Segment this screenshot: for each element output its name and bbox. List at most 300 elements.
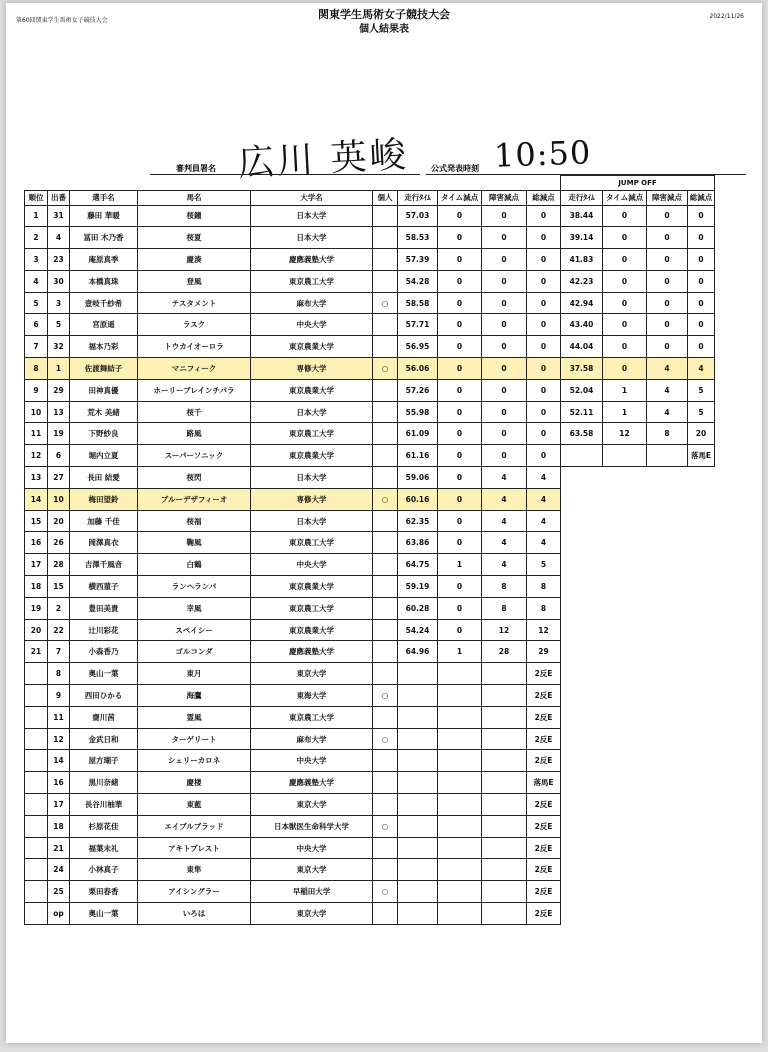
table-cell: 0 (647, 205, 688, 227)
table-cell (603, 772, 647, 794)
table-cell: 奥山一葉 (70, 663, 138, 685)
table-cell: 58.53 (398, 227, 438, 249)
table-cell: 2反E (527, 685, 561, 707)
table-cell: 2反E (527, 859, 561, 881)
table-cell: 0 (647, 249, 688, 271)
table-cell: 14 (25, 488, 48, 510)
table-cell: 0 (527, 379, 561, 401)
judge-signature: 広川 英峻 (237, 134, 410, 185)
table-cell: 0 (438, 510, 482, 532)
table-cell: 4 (482, 488, 527, 510)
table-cell: 荒木 美緒 (70, 401, 138, 423)
table-cell: 10 (25, 401, 48, 423)
column-header: 障害減点 (482, 190, 527, 205)
table-row (25, 663, 715, 685)
table-cell (398, 837, 438, 859)
table-cell: 57.26 (398, 379, 438, 401)
table-cell (688, 859, 715, 881)
table-cell (373, 423, 398, 445)
table-cell (603, 445, 647, 467)
table-cell (688, 576, 715, 598)
table-cell: 0 (527, 227, 561, 249)
table-cell: 42.23 (561, 270, 603, 292)
results-table (24, 175, 715, 925)
table-row (25, 619, 715, 641)
table-cell: 東京大学 (251, 794, 373, 816)
table-cell (561, 815, 603, 837)
table-cell (398, 706, 438, 728)
table-cell: 8 (527, 597, 561, 619)
table-cell (438, 859, 482, 881)
table-cell: 56.06 (398, 358, 438, 380)
table-cell (561, 881, 603, 903)
table-row (25, 576, 715, 598)
table-row (25, 772, 715, 794)
table-cell: 0 (647, 314, 688, 336)
table-cell (25, 903, 48, 925)
table-cell: 59.06 (398, 467, 438, 489)
table-cell (398, 728, 438, 750)
table-cell: 2反E (527, 663, 561, 685)
table-cell (438, 837, 482, 859)
table-cell: 2 (48, 597, 70, 619)
table-cell: 4 (482, 467, 527, 489)
table-cell: 佐渡舞結子 (70, 358, 138, 380)
table-cell: 0 (438, 423, 482, 445)
table-cell (373, 576, 398, 598)
table-cell: 5 (688, 379, 715, 401)
table-cell (603, 641, 647, 663)
table-cell: 0 (438, 597, 482, 619)
table-cell: 1 (25, 205, 48, 227)
table-cell: 18 (25, 576, 48, 598)
table-cell: 57.03 (398, 205, 438, 227)
table-cell: 21 (48, 837, 70, 859)
table-cell: 0 (438, 249, 482, 271)
table-cell: 東京農業大学 (251, 336, 373, 358)
table-row (25, 706, 715, 728)
table-cell: 0 (527, 445, 561, 467)
table-cell: 落馬E (527, 772, 561, 794)
table-cell: 8 (48, 663, 70, 685)
table-cell: 0 (438, 314, 482, 336)
table-cell (25, 837, 48, 859)
table-cell (373, 772, 398, 794)
table-cell: 39.14 (561, 227, 603, 249)
table-cell: 奥山一葉 (70, 903, 138, 925)
table-cell: 0 (438, 358, 482, 380)
table-cell: 日本大学 (251, 401, 373, 423)
table-cell: 29 (48, 379, 70, 401)
table-row (25, 859, 715, 881)
table-cell: 58.58 (398, 292, 438, 314)
table-cell (603, 859, 647, 881)
table-cell (373, 619, 398, 641)
table-cell: 0 (482, 292, 527, 314)
table-cell (647, 903, 688, 925)
table-cell: 7 (25, 336, 48, 358)
table-cell (398, 815, 438, 837)
table-cell: 12 (482, 619, 527, 641)
table-cell: 白鶴 (138, 554, 251, 576)
table-cell (688, 903, 715, 925)
table-cell: 東京農工大学 (251, 270, 373, 292)
table-row (25, 532, 715, 554)
table-row (25, 249, 715, 271)
table-cell: 0 (527, 358, 561, 380)
table-cell: 0 (438, 576, 482, 598)
table-cell: 4 (527, 488, 561, 510)
column-header: タイム減点 (603, 190, 647, 205)
table-cell: 0 (482, 270, 527, 292)
table-cell (373, 227, 398, 249)
table-cell: 田神真優 (70, 379, 138, 401)
table-cell (482, 706, 527, 728)
table-cell: 44.04 (561, 336, 603, 358)
table-cell: 2反E (527, 815, 561, 837)
table-cell (482, 794, 527, 816)
table-cell: 1 (438, 554, 482, 576)
table-cell (561, 467, 603, 489)
table-cell: 20 (48, 510, 70, 532)
table-cell: 54.24 (398, 619, 438, 641)
table-row (25, 358, 715, 380)
table-cell: 0 (482, 379, 527, 401)
table-cell (373, 837, 398, 859)
table-cell: 0 (603, 270, 647, 292)
table-cell: 8 (647, 423, 688, 445)
table-cell: 日本大学 (251, 205, 373, 227)
table-cell (438, 903, 482, 925)
table-cell (688, 772, 715, 794)
table-cell: 21 (25, 641, 48, 663)
table-row (25, 597, 715, 619)
table-cell: 桜福 (138, 510, 251, 532)
table-cell (688, 706, 715, 728)
table-cell (438, 663, 482, 685)
table-cell: 16 (25, 532, 48, 554)
table-cell (688, 663, 715, 685)
table-cell: 0 (438, 292, 482, 314)
table-cell: 2反E (527, 881, 561, 903)
table-cell: 0 (438, 532, 482, 554)
table-cell: 24 (48, 859, 70, 881)
table-cell: 4 (48, 227, 70, 249)
table-cell: 4 (527, 467, 561, 489)
table-cell (647, 532, 688, 554)
table-cell: 0 (527, 314, 561, 336)
table-cell: 18 (48, 815, 70, 837)
table-cell: 東京農業大学 (251, 619, 373, 641)
table-row (25, 227, 715, 249)
table-cell: 0 (482, 423, 527, 445)
table-cell (373, 706, 398, 728)
table-cell: 日本大学 (251, 467, 373, 489)
table-row (25, 205, 715, 227)
table-cell: 5 (688, 401, 715, 423)
table-cell (603, 794, 647, 816)
table-cell (688, 532, 715, 554)
table-cell (438, 772, 482, 794)
table-cell (373, 270, 398, 292)
table-cell (647, 467, 688, 489)
table-cell (373, 249, 398, 271)
table-cell: 6 (48, 445, 70, 467)
table-cell: 59.19 (398, 576, 438, 598)
table-cell (25, 859, 48, 881)
table-cell: 10 (48, 488, 70, 510)
table-cell: 栗田春香 (70, 881, 138, 903)
table-cell (482, 772, 527, 794)
table-cell (373, 641, 398, 663)
table-cell (373, 445, 398, 467)
table-cell: 0 (688, 205, 715, 227)
table-cell: 60.16 (398, 488, 438, 510)
table-cell (647, 510, 688, 532)
table-cell (398, 903, 438, 925)
table-cell (561, 445, 603, 467)
table-cell: 5 (527, 554, 561, 576)
table-cell (25, 772, 48, 794)
table-cell: 37.58 (561, 358, 603, 380)
table-cell: 慶應義塾大学 (251, 249, 373, 271)
table-cell: ○ (373, 358, 398, 380)
column-headers (25, 190, 715, 205)
table-cell (373, 794, 398, 816)
table-cell: 4 (482, 532, 527, 554)
table-cell (647, 576, 688, 598)
table-row (25, 467, 715, 489)
table-cell: 専修大学 (251, 358, 373, 380)
table-cell: 41.83 (561, 249, 603, 271)
table-cell (482, 903, 527, 925)
table-cell: 東京農工大学 (251, 706, 373, 728)
table-cell (647, 597, 688, 619)
table-cell: 26 (48, 532, 70, 554)
table-cell: 5 (48, 314, 70, 336)
table-cell: 20 (25, 619, 48, 641)
table-cell: 0 (603, 292, 647, 314)
table-cell: 2反E (527, 903, 561, 925)
column-header: 馬名 (138, 190, 251, 205)
table-cell: ○ (373, 488, 398, 510)
table-row (25, 728, 715, 750)
column-header: 総減点 (527, 190, 561, 205)
table-cell (25, 881, 48, 903)
table-cell: 1 (48, 358, 70, 380)
table-cell: 宮原遥 (70, 314, 138, 336)
table-cell: 4 (482, 554, 527, 576)
table-cell: 0 (438, 467, 482, 489)
table-cell: 屋方瑚子 (70, 750, 138, 772)
table-cell: 0 (603, 358, 647, 380)
page-subtitle: 個人結果表 (359, 24, 409, 35)
table-row (25, 815, 715, 837)
table-cell: 4 (25, 270, 48, 292)
table-cell (688, 597, 715, 619)
table-cell: 杉原花佳 (70, 815, 138, 837)
table-cell: 52.04 (561, 379, 603, 401)
table-row (25, 837, 715, 859)
table-row (25, 510, 715, 532)
table-cell (688, 794, 715, 816)
table-row (25, 314, 715, 336)
table-cell (373, 401, 398, 423)
column-header: 総減点 (688, 190, 715, 205)
table-cell (603, 685, 647, 707)
table-row (25, 336, 715, 358)
table-cell (561, 576, 603, 598)
table-cell: 12 (603, 423, 647, 445)
announce-time: 10:50 (493, 133, 592, 175)
table-cell: 62.35 (398, 510, 438, 532)
table-cell: 0 (603, 336, 647, 358)
table-cell (561, 488, 603, 510)
table-cell: 1 (603, 379, 647, 401)
table-cell: ○ (373, 881, 398, 903)
column-header: 順位 (25, 190, 48, 205)
table-cell: アイシングラー (138, 881, 251, 903)
table-cell: ゴルコンダ (138, 641, 251, 663)
table-cell: 東京農業大学 (251, 445, 373, 467)
table-cell (603, 467, 647, 489)
table-cell: 慶應義塾大学 (251, 641, 373, 663)
table-cell: 慶湊 (138, 249, 251, 271)
table-cell (603, 815, 647, 837)
table-cell (688, 750, 715, 772)
table-cell (561, 903, 603, 925)
table-cell: 28 (482, 641, 527, 663)
table-cell (561, 641, 603, 663)
table-cell: 専修大学 (251, 488, 373, 510)
table-cell: 2反E (527, 837, 561, 859)
jump-off-label: JUMP OFF (561, 176, 715, 191)
table-cell (373, 750, 398, 772)
table-cell (603, 728, 647, 750)
table-cell (398, 772, 438, 794)
table-cell: ホーリーブレインチパラ (138, 379, 251, 401)
table-row (25, 401, 715, 423)
column-header: 選手名 (70, 190, 138, 205)
table-cell (603, 903, 647, 925)
table-cell: ランヘランパ (138, 576, 251, 598)
table-cell: 38.44 (561, 205, 603, 227)
table-row (25, 750, 715, 772)
table-cell: 20 (688, 423, 715, 445)
table-cell: 鞠風 (138, 532, 251, 554)
table-cell: 2 (25, 227, 48, 249)
table-cell: 0 (647, 336, 688, 358)
table-cell (561, 772, 603, 794)
table-cell (688, 641, 715, 663)
table-cell (688, 685, 715, 707)
table-cell: ラスク (138, 314, 251, 336)
table-cell (647, 685, 688, 707)
table-cell: 小森香乃 (70, 641, 138, 663)
table-cell (561, 597, 603, 619)
table-cell: 3 (48, 292, 70, 314)
table-cell (561, 619, 603, 641)
table-cell (561, 750, 603, 772)
table-cell: 落馬E (688, 445, 715, 467)
table-cell: 12 (25, 445, 48, 467)
table-cell: 15 (25, 510, 48, 532)
table-cell (25, 750, 48, 772)
table-cell (603, 663, 647, 685)
table-cell: 8 (25, 358, 48, 380)
table-cell (561, 859, 603, 881)
table-cell (647, 815, 688, 837)
results-body (25, 205, 715, 924)
table-cell: 麻布大学 (251, 292, 373, 314)
table-cell: 0 (527, 249, 561, 271)
judge-label: 審判員署名 (176, 164, 216, 173)
table-cell (561, 510, 603, 532)
table-cell (398, 750, 438, 772)
table-cell (561, 554, 603, 576)
table-cell: いろは (138, 903, 251, 925)
table-cell: 15 (48, 576, 70, 598)
table-cell: 桜夏 (138, 227, 251, 249)
table-cell (373, 336, 398, 358)
table-cell (603, 488, 647, 510)
table-cell (373, 903, 398, 925)
table-cell: 長田 結愛 (70, 467, 138, 489)
table-cell: 豊田美貴 (70, 597, 138, 619)
table-cell: 0 (438, 401, 482, 423)
table-cell: 12 (527, 619, 561, 641)
table-cell: 0 (688, 249, 715, 271)
table-cell (603, 837, 647, 859)
table-cell (647, 488, 688, 510)
table-cell (398, 663, 438, 685)
table-cell (438, 794, 482, 816)
table-cell (603, 532, 647, 554)
table-cell (647, 750, 688, 772)
table-cell: 齋川茜 (70, 706, 138, 728)
table-cell: 61.09 (398, 423, 438, 445)
table-cell (688, 488, 715, 510)
table-cell (373, 467, 398, 489)
table-cell: 庵原真季 (70, 249, 138, 271)
table-cell: 東京農業大学 (251, 379, 373, 401)
table-cell: 64.96 (398, 641, 438, 663)
table-cell: 0 (603, 205, 647, 227)
table-cell: 0 (482, 401, 527, 423)
table-cell (561, 706, 603, 728)
column-header: 走行ﾀｲﾑ (561, 190, 603, 205)
table-cell: 0 (688, 227, 715, 249)
table-cell: 57.39 (398, 249, 438, 271)
table-row (25, 881, 715, 903)
table-cell (603, 619, 647, 641)
table-cell: 13 (25, 467, 48, 489)
table-cell (438, 881, 482, 903)
table-cell: 東京大学 (251, 663, 373, 685)
column-header: タイム減点 (438, 190, 482, 205)
column-header: 大学名 (251, 190, 373, 205)
table-cell: 中央大学 (251, 750, 373, 772)
table-cell: op (48, 903, 70, 925)
table-cell: 東月 (138, 663, 251, 685)
table-cell: 吉澤千風音 (70, 554, 138, 576)
table-cell: ○ (373, 728, 398, 750)
table-row (25, 685, 715, 707)
table-cell: 中央大学 (251, 554, 373, 576)
table-cell (482, 685, 527, 707)
table-cell: 9 (25, 379, 48, 401)
table-cell: 桜千 (138, 401, 251, 423)
